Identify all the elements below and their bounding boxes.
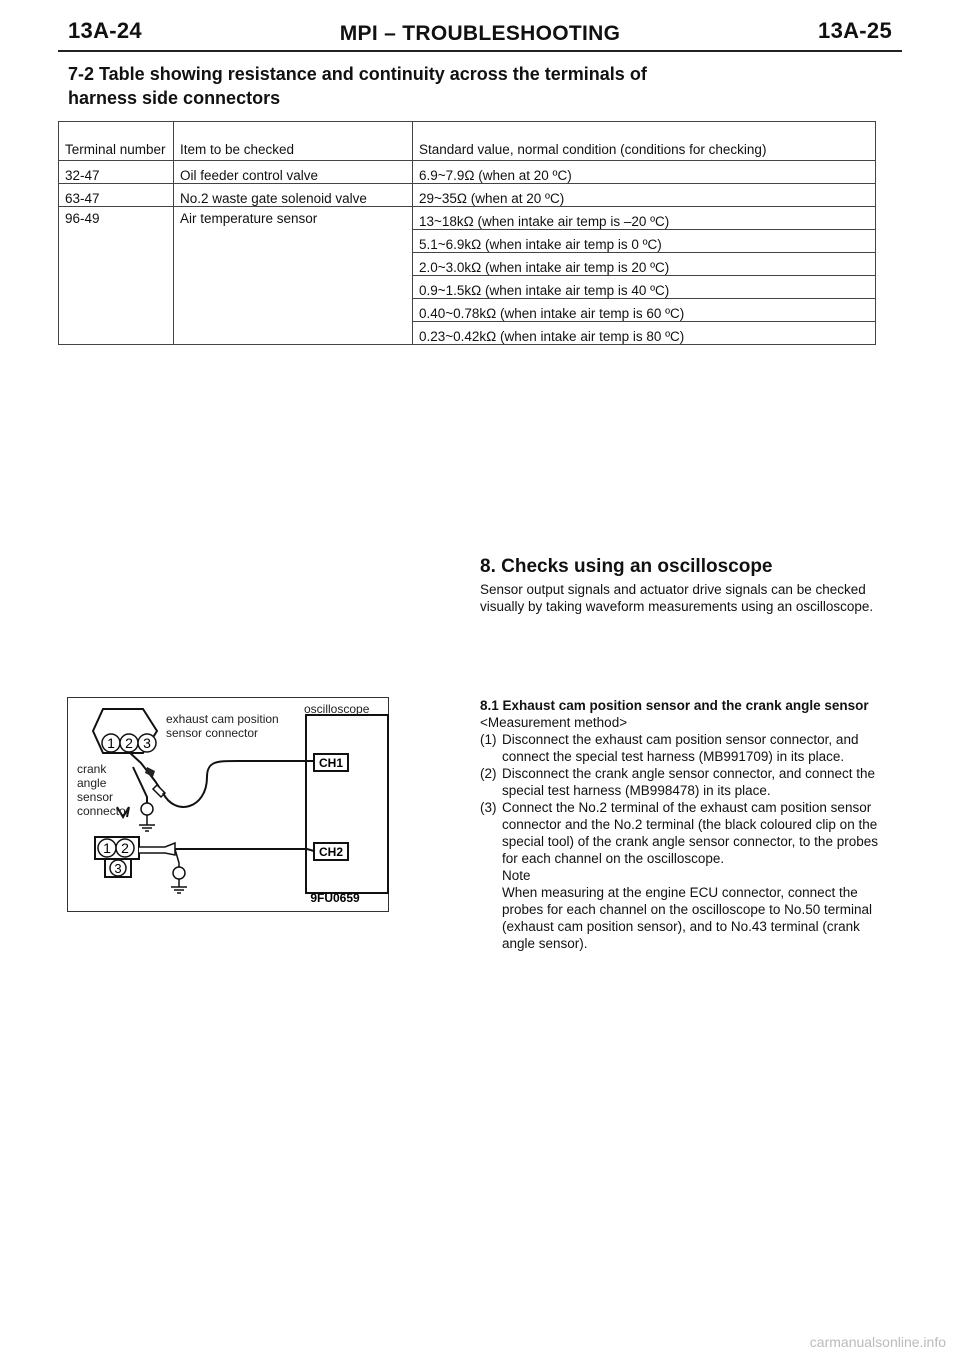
pin-number: 3 (114, 861, 122, 876)
pin-number: 2 (121, 840, 129, 856)
step-number: (3) (480, 800, 497, 815)
section-7-2-title: 7-2 Table showing resistance and continuity across the terminals of harness side connectors (68, 64, 647, 108)
cell-value: 5.1~6.9kΩ (when intake air temp is 0 ºC) (413, 230, 876, 253)
pin-number: 1 (107, 735, 115, 751)
header-item: Item to be checked (174, 122, 413, 161)
label-exhaust-connector: exhaust cam position sensor connector (166, 712, 279, 740)
label-crank-connector: crank angle sensor connector (77, 762, 130, 818)
figure-code: 9FU0659 (310, 891, 360, 905)
header-terminal: Terminal number (59, 122, 174, 161)
cell-item: Air temperature sensor (174, 207, 413, 345)
page-title: MPI – TROUBLESHOOTING (339, 22, 621, 45)
section-8-1-title: 8.1 Exhaust cam position sensor and the crank angle sensor (480, 698, 869, 713)
table-row (59, 161, 876, 184)
step-text: Connect the No.2 terminal of the exhaust cam position sensor connector and the No.2 terminal (the black coloured clip on the special tool) of the crank angle sensor connector, to the probes for each channel on the oscilloscope. (502, 800, 878, 866)
header-rule (58, 50, 902, 52)
cell-item: No.2 waste gate solenoid valve (174, 184, 413, 207)
pin-number: 3 (143, 735, 151, 751)
table-header-row (59, 122, 876, 161)
section-8-1 (480, 697, 892, 952)
cell-value: 29~35Ω (when at 20 ºC) (413, 184, 876, 207)
pin-number: 2 (125, 735, 133, 751)
section-8-intro: Sensor output signals and actuator drive signals can be checked visually by taking waveform measurements using an oscilloscope. (480, 582, 874, 614)
note-label: Note (502, 868, 531, 883)
cell-item: Oil feeder control valve (174, 161, 413, 184)
note-text: When measuring at the engine ECU connector, connect the probes for each channel on the oscilloscope to No.50 terminal (exhaust cam position sensor), and to No.43 terminal (crank angle sensor). (502, 885, 872, 951)
page-number-left: 13A-24 (68, 18, 142, 43)
cell-value: 2.0~3.0kΩ (when intake air temp is 20 ºC) (413, 253, 876, 276)
cell-terminal: 32-47 (59, 161, 174, 184)
resistance-table (58, 121, 876, 345)
section-8-title: 8. Checks using an oscilloscope (480, 556, 773, 577)
cell-terminal: 63-47 (59, 184, 174, 207)
step-text: Disconnect the crank angle sensor connector, and connect the special test harness (MB998478) in its place. (502, 766, 875, 798)
table-row (59, 184, 876, 207)
cell-terminal: 96-49 (59, 207, 174, 345)
cell-value: 0.23~0.42kΩ (when intake air temp is 80 ºC) (413, 322, 876, 345)
cell-value: 0.9~1.5kΩ (when intake air temp is 40 ºC) (413, 276, 876, 299)
table-row (59, 207, 876, 230)
cell-value: 6.9~7.9Ω (when at 20 ºC) (413, 161, 876, 184)
step-number: (2) (480, 766, 497, 781)
oscilloscope-wiring-figure (67, 697, 389, 912)
ch1-label: CH1 (318, 756, 344, 770)
ch2-label: CH2 (318, 845, 344, 859)
step-item (480, 765, 892, 799)
label-oscilloscope: oscilloscope (304, 702, 370, 716)
cell-value: 0.40~0.78kΩ (when intake air temp is 60 ºC) (413, 299, 876, 322)
page-number-right: 13A-25 (818, 18, 892, 43)
header-standard-value: Standard value, normal condition (conditions for checking) (413, 122, 876, 161)
step-number: (1) (480, 732, 497, 747)
step-text: Disconnect the exhaust cam position sensor connector, and connect the special test harness (MB991709) in its place. (502, 732, 859, 764)
watermark: carmanualsonline.info (809, 1334, 946, 1350)
pin-number: 1 (103, 840, 111, 856)
measurement-method-label: <Measurement method> (480, 715, 628, 730)
step-item (480, 799, 892, 867)
step-item (480, 731, 892, 765)
cell-value: 13~18kΩ (when intake air temp is –20 ºC) (413, 207, 876, 230)
